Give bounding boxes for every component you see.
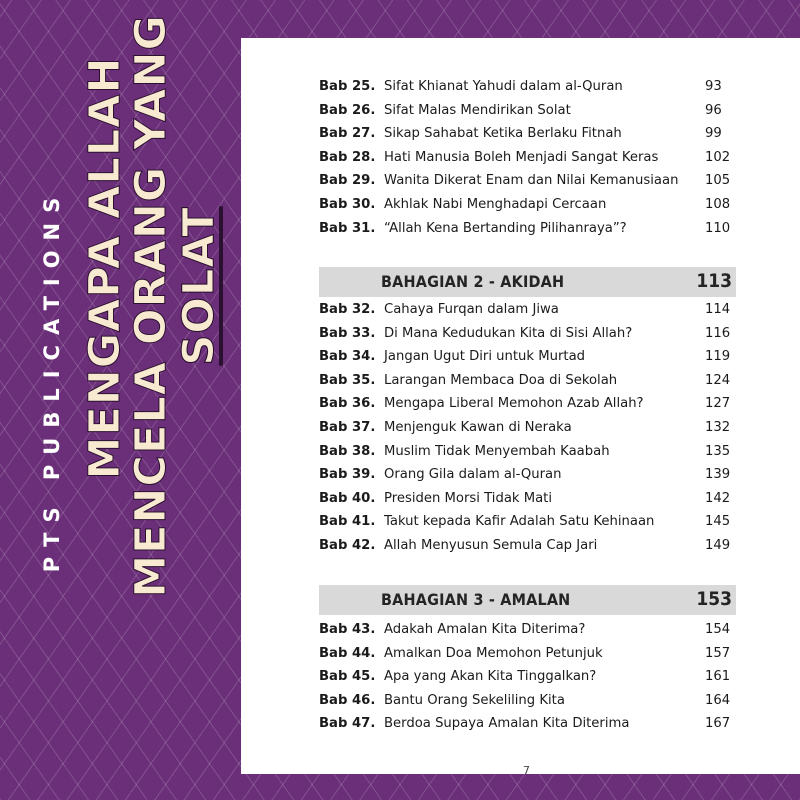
- toc-entry-title: Presiden Morsi Tidak Mati: [384, 490, 553, 506]
- toc-entry-page: 135: [705, 443, 731, 459]
- toc-entry-page: 116: [705, 325, 731, 341]
- toc-entry-title: “Allah Kena Bertanding Pilihanraya”?: [384, 220, 627, 236]
- toc-entry-page: 149: [705, 538, 731, 553]
- toc-entry-page: 132: [705, 420, 731, 435]
- toc-entry: [319, 463, 733, 487]
- toc-entry-bab: Bab 44.: [319, 645, 376, 661]
- toc-entry: [319, 618, 733, 642]
- toc-entry: [319, 369, 733, 393]
- toc-entry-title: Di Mana Kedudukan Kita di Sisi Allah?: [384, 325, 633, 341]
- toc-entry: [319, 193, 733, 217]
- toc-entry-bab: Bab 46.: [319, 692, 376, 708]
- toc-entry-bab: Bab 41.: [319, 514, 376, 530]
- toc-entry: [319, 298, 733, 322]
- toc-entry: [319, 122, 733, 146]
- toc-entry-page: 119: [705, 349, 731, 365]
- toc-entry-bab: Bab 36.: [319, 396, 376, 412]
- toc-entry: [319, 440, 733, 464]
- page-number: 7: [523, 764, 530, 777]
- toc-entry-bab: Bab 30.: [319, 197, 376, 212]
- toc-entry-page: 157: [705, 645, 731, 661]
- toc-entry: [319, 392, 733, 416]
- toc-entry-title: Sikap Sahabat Ketika Berlaku Fitnah: [384, 126, 622, 142]
- toc-entry-title: Mengapa Liberal Memohon Azab Allah?: [384, 396, 644, 412]
- toc-entry: [319, 665, 733, 689]
- toc-entry-title: Larangan Membaca Doa di Sekolah: [384, 372, 618, 388]
- toc-entry-title: Akhlak Nabi Menghadapi Cercaan: [384, 197, 607, 212]
- toc-entry-bab: Bab 38.: [319, 443, 376, 459]
- toc-entry-title: Menjenguk Kawan di Neraka: [384, 420, 572, 435]
- toc-entry-title: Hati Manusia Boleh Menjadi Sangat Keras: [384, 149, 659, 165]
- toc-entry: [319, 99, 733, 123]
- toc-entry-bab: Bab 37.: [319, 420, 376, 435]
- toc-entry: [319, 416, 733, 440]
- toc-entry-bab: Bab 27.: [319, 126, 376, 142]
- toc-entry-title: Takut kepada Kafir Adalah Satu Kehinaan: [384, 514, 655, 530]
- section-header-amalan: [319, 585, 736, 615]
- toc-entry-page: 142: [705, 490, 731, 506]
- contents-page: [241, 38, 800, 777]
- toc-entry-bab: Bab 28.: [319, 149, 376, 165]
- toc-entry: [319, 75, 733, 99]
- toc-entry-title: Sifat Khianat Yahudi dalam al-Quran: [384, 79, 623, 94]
- section-label: BAHAGIAN 2 - AKIDAH: [381, 272, 565, 291]
- toc-entry-page: 105: [705, 173, 731, 189]
- toc-entry-title: Berdoa Supaya Amalan Kita Diterima: [384, 716, 630, 732]
- toc-entry-page: 99: [705, 126, 722, 142]
- toc-entry-page: 96: [705, 102, 722, 118]
- toc-entry-page: 93: [705, 79, 722, 94]
- toc-entry: [319, 322, 733, 346]
- toc-entry-bab: Bab 33.: [319, 325, 376, 341]
- toc-entry: [319, 217, 733, 241]
- toc-entry-bab: Bab 43.: [319, 622, 376, 637]
- toc-entry-bab: Bab 26.: [319, 102, 376, 118]
- toc-entry-page: 164: [705, 692, 731, 708]
- toc-entry-title: Cahaya Furqan dalam Jiwa: [384, 302, 559, 317]
- toc-entry-bab: Bab 29.: [319, 173, 376, 189]
- toc-entry-title: Wanita Dikerat Enam dan Nilai Kemanusiaan: [384, 173, 679, 189]
- toc-entry-title: Amalkan Doa Memohon Petunjuk: [384, 645, 603, 661]
- toc-entry-bab: Bab 32.: [319, 302, 376, 317]
- toc-entry: [319, 712, 733, 736]
- toc-entry-title: Apa yang Akan Kita Tinggalkan?: [384, 669, 597, 685]
- publisher-name: PTS PUBLICATIONS: [40, 187, 64, 573]
- section-page: 153: [696, 588, 732, 610]
- toc-entry: [319, 345, 733, 369]
- toc-entry-title: Bantu Orang Sekeliling Kita: [384, 692, 565, 708]
- toc-entry-bab: Bab 25.: [319, 79, 376, 94]
- toc-entry-bab: Bab 31.: [319, 220, 376, 236]
- toc-entry-bab: Bab 40.: [319, 490, 376, 506]
- toc-entry-bab: Bab 42.: [319, 538, 376, 553]
- cover-title-line-1: MENGAPA ALLAH: [80, 56, 130, 480]
- toc-entry-title: Orang Gila dalam al-Quran: [384, 467, 562, 483]
- toc-entry-bab: Bab 35.: [319, 372, 376, 388]
- cover-title-line-3: SOLAT: [174, 206, 224, 366]
- toc-entry: [319, 487, 733, 511]
- toc-entry-page: 167: [705, 716, 731, 732]
- toc-entry-title: Sifat Malas Mendirikan Solat: [384, 102, 571, 118]
- toc-entry-page: 139: [705, 467, 731, 483]
- toc-entry-title: Adakah Amalan Kita Diterima?: [384, 622, 586, 637]
- toc-entry-title: Allah Menyusun Semula Cap Jari: [384, 538, 598, 553]
- toc-entry: [319, 534, 733, 558]
- toc-entry-page: 145: [705, 514, 731, 530]
- section-label: BAHAGIAN 3 - AMALAN: [381, 590, 571, 609]
- toc-entry: [319, 642, 733, 666]
- section-header-akidah: [319, 267, 736, 297]
- toc-entry-title: Muslim Tidak Menyembah Kaabah: [384, 443, 610, 459]
- toc-entry-bab: Bab 47.: [319, 716, 376, 732]
- cover-side-panel: [0, 0, 240, 800]
- toc-entry-bab: Bab 34.: [319, 349, 376, 365]
- toc-entry-page: 161: [705, 669, 731, 685]
- toc-entry-page: 108: [705, 197, 731, 212]
- section-page: 113: [696, 270, 732, 292]
- toc-entry: [319, 510, 733, 534]
- toc-entry: [319, 169, 733, 193]
- toc-entry-page: 127: [705, 396, 731, 412]
- toc-entry-bab: Bab 39.: [319, 467, 376, 483]
- cover-title-line-2: MENCELA ORANG YANG: [126, 14, 176, 598]
- toc-entry-page: 124: [705, 372, 731, 388]
- toc-entry-page: 102: [705, 149, 731, 165]
- toc-entry-page: 114: [705, 302, 731, 317]
- toc-entry: [319, 146, 733, 170]
- toc-entry-page: 154: [705, 622, 731, 637]
- toc-entry: [319, 689, 733, 713]
- toc-entry-title: Jangan Ugut Diri untuk Murtad: [384, 349, 586, 365]
- toc-entry-bab: Bab 45.: [319, 669, 376, 685]
- toc-entry-page: 110: [705, 220, 731, 236]
